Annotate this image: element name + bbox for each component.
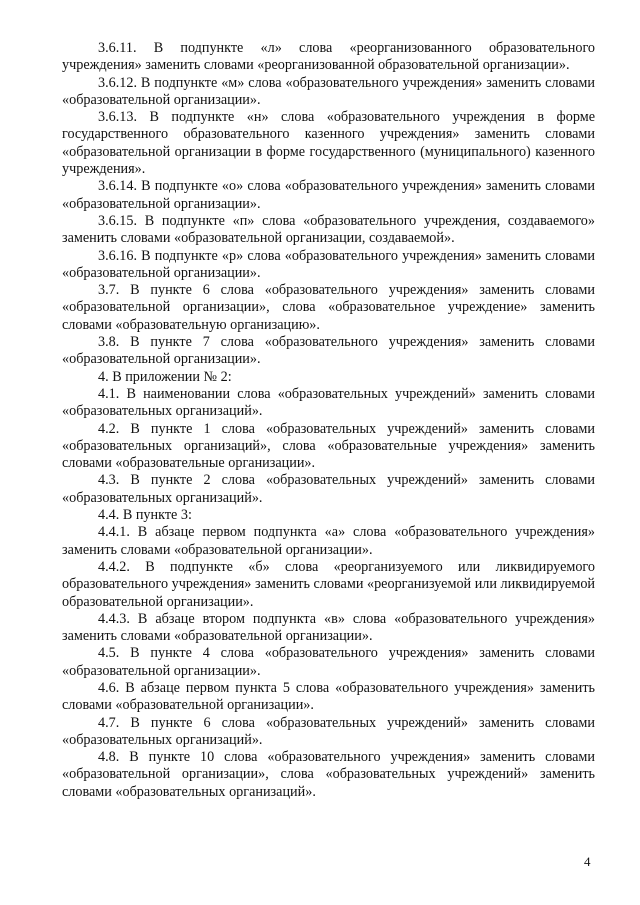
paragraph-4-4: 4.4. В пункте 3:	[98, 507, 192, 524]
paragraph-4-8: 4.8. В пункте 10 слова «образовательного учреждения» заменить словами «образовательной организации», слова «образовательных учреждений» заменить словами «образовательных организаций».	[62, 749, 595, 800]
paragraph-3-6-16: 3.6.16. В подпункте «р» слова «образовательного учреждения» заменить словами «образовательной организации».	[62, 247, 595, 281]
paragraph-3-8: 3.8. В пункте 7 слова «образовательного учреждения» заменить словами «образовательной организации».	[62, 334, 595, 368]
paragraph-3-6-14: 3.6.14. В подпункте «о» слова «образовательного учреждения» заменить словами «образовательной организации».	[62, 178, 595, 212]
paragraph-4-7: 4.7. В пункте 6 слова «образовательных учреждений» заменить словами «образовательных организаций».	[62, 714, 595, 748]
paragraph-4: 4. В приложении № 2:	[98, 368, 232, 385]
paragraph-3-6-15: 3.6.15. В подпункте «п» слова «образовательного учреждения, создаваемого» заменить словами «образовательной организации, создаваемой».	[62, 212, 595, 247]
paragraph-3-6-11: 3.6.11. В подпункте «л» слова «реорганизованного образовательного учреждения» заменить словами «реорганизованной образовательной организации».	[62, 40, 595, 74]
paragraph-4-2: 4.2. В пункте 1 слова «образовательных учреждений» заменить словами «образовательных организаций», слова «образовательные учреждения» заменить словами «образовательные организации».	[62, 420, 595, 472]
paragraph-4-1: 4.1. В наименовании слова «образовательных учреждений» заменить словами «образовательных организаций».	[62, 385, 595, 420]
paragraph-4-4-1: 4.4.1. В абзаце первом подпункта «а» слова «образовательного учреждения» заменить словами «образовательной организации».	[62, 524, 595, 558]
paragraph-4-4-3: 4.4.3. В абзаце втором подпункта «в» слова «образовательного учреждения» заменить словами «образовательной организации».	[62, 610, 595, 645]
paragraph-3-7: 3.7. В пункте 6 слова «образовательного учреждения» заменить словами «образовательной организации», слова «образовательное учреждение» заменить словами «образовательную организацию».	[62, 282, 595, 333]
paragraph-4-4-2: 4.4.2. В подпункте «б» слова «реорганизуемого или ликвидируемого образовательного учреждения» заменить словами «реорганизуемой или ликвидируемой образовательной организации».	[62, 558, 595, 610]
paragraph-4-6: 4.6. В абзаце первом пункта 5 слова «образовательного учреждения» заменить словами «образовательной организации».	[62, 679, 595, 714]
paragraph-4-5: 4.5. В пункте 4 слова «образовательного учреждения» заменить словами «образовательной организации».	[62, 645, 595, 679]
paragraph-4-3: 4.3. В пункте 2 слова «образовательных учреждений» заменить словами «образовательных организаций».	[62, 472, 595, 506]
page-number: 4	[584, 854, 591, 869]
paragraph-3-6-12: 3.6.12. В подпункте «м» слова «образовательного учреждения» заменить словами «образовательной организации».	[62, 74, 595, 108]
paragraph-3-6-13: 3.6.13. В подпункте «н» слова «образовательного учреждения в форме государственного образовательного казенного учреждения» заменить словами «образовательной организации в форме государственного (муниципального) казенного учреждения».	[62, 109, 595, 178]
document-body	[62, 40, 595, 801]
